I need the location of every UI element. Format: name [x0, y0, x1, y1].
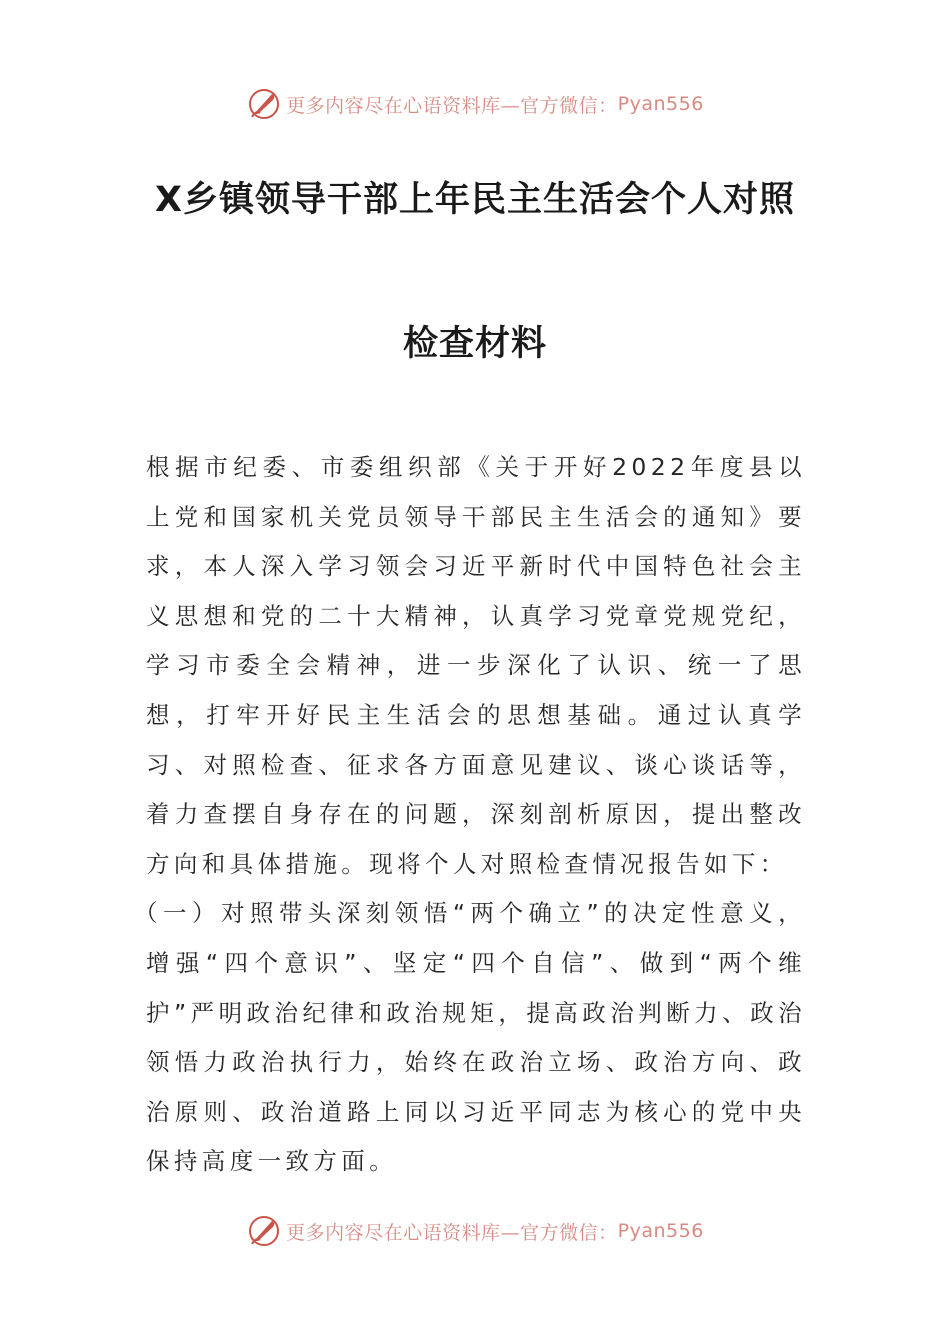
watermark-text: 更多内容尽在心语资料库—官方微信：	[286, 94, 618, 117]
watermark-footer	[0, 1211, 950, 1251]
intro-paragraph: 根据市纪委、市委组织部《关于开好2022年度县以上党和国家机关党员领导干部民主生活会的通知》要求，本人深入学习领会习近平新时代中国特色社会主义思想和党的二十大精神，认真学习党章党规党纪，学习市委全会精神，进一步深化了认识、统一了思想，打牢开好民主生活会的思想基础。通过认真学习、对照检查、征求各方面意见建议、谈心谈话等，着力查摆自身存在的问题，深刻剖析原因，提出整改方向和具体措施。现将个人对照检查情况报告如下：	[146, 453, 806, 878]
watermark-header	[0, 84, 950, 124]
document-title-line-1: X乡镇领导干部上年民主生活会个人对照	[155, 180, 795, 220]
section-1-heading: （一）对照带头深刻领悟“两个确立”的决定性意义，增强“四个意识”、坚定“四个自信”、做到“两个维护”严明政治纪律和政治规矩，提高政治判断力、政治领悟力政治执行力，始终在政治立场、政治方向、政治原则、政治道路上同以习近平同志为核心的党中央保持高度一致方面。	[134, 899, 806, 1176]
quill-logo-icon	[246, 86, 282, 122]
document-title-line-2: 检查材料	[402, 324, 547, 364]
watermark-wechat-id: Pyan556	[617, 93, 704, 115]
document-body	[134, 443, 806, 1187]
quill-logo-icon	[246, 1213, 282, 1249]
watermark-wechat-id: Pyan556	[617, 1220, 704, 1242]
watermark-text: 更多内容尽在心语资料库—官方微信：	[286, 1221, 618, 1244]
